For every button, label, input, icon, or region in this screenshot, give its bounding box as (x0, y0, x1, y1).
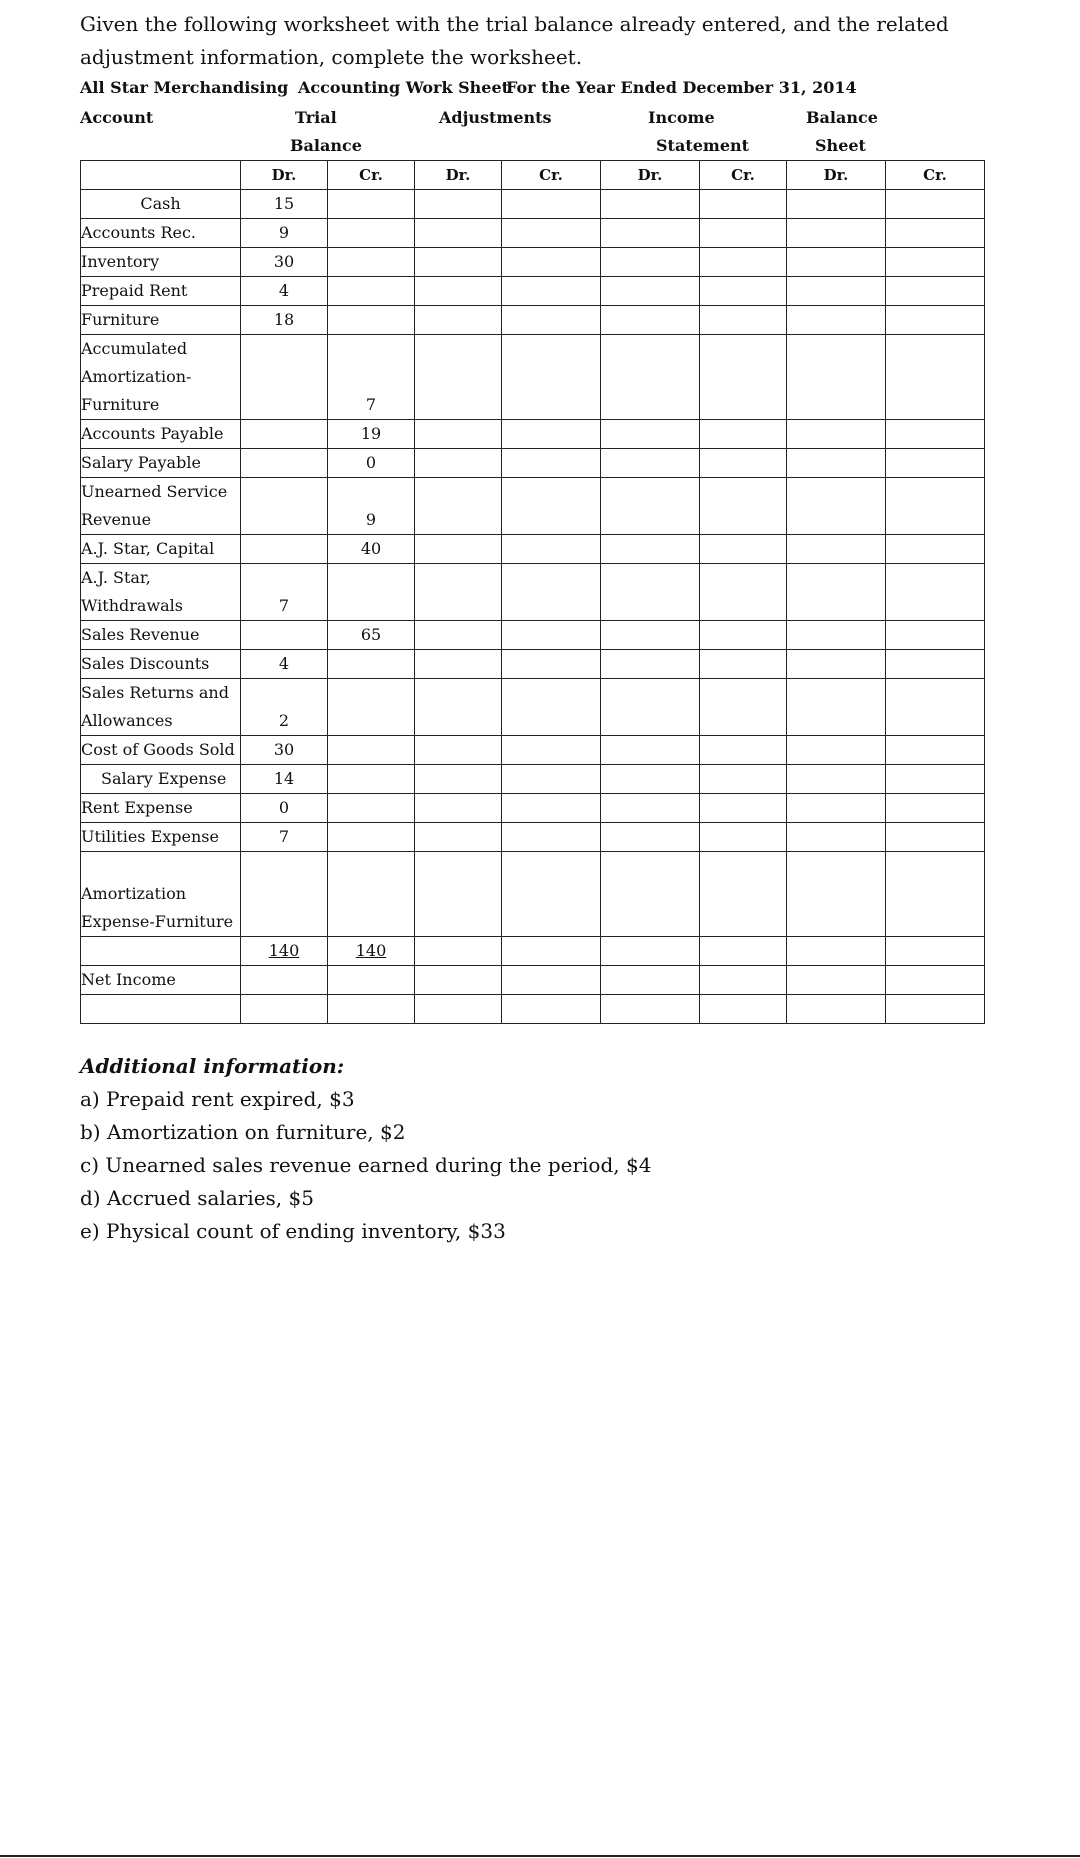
income-statement-dr (601, 765, 700, 794)
empty-cell (415, 995, 502, 1024)
trial-balance-cr: 9 (328, 478, 415, 535)
balance-sheet-dr (787, 765, 886, 794)
balance-sheet-cr (886, 937, 985, 966)
trial-balance-dr: 0 (241, 794, 328, 823)
additional-title: Additional information: (80, 1054, 345, 1078)
balance-sheet-dr (787, 564, 886, 621)
income-statement-cr (700, 219, 787, 248)
empty-cell (886, 995, 985, 1024)
trial-balance-cr (328, 852, 415, 937)
empty-cell (700, 995, 787, 1024)
income-statement-cr (700, 535, 787, 564)
income-statement-cr (700, 335, 787, 420)
total-cr: 140 (328, 937, 415, 966)
adjustments-cr (502, 765, 601, 794)
balance-sheet-dr (787, 937, 886, 966)
totals-label (81, 937, 241, 966)
trial-balance-dr (241, 420, 328, 449)
income-statement-dr (601, 449, 700, 478)
trial-balance-cr (328, 765, 415, 794)
balance-sheet-dr (787, 449, 886, 478)
account-name: Cost of Goods Sold (81, 736, 241, 765)
col-adj-dr: Dr. (415, 161, 502, 190)
additional-item: e) Physical count of ending inventory, $33 (80, 1219, 506, 1243)
trial-balance-cr (328, 219, 415, 248)
trial-balance-dr: 4 (241, 277, 328, 306)
table-row (81, 621, 985, 650)
income-statement-cr (700, 794, 787, 823)
account-name: A.J. Star, Capital (81, 535, 241, 564)
adjustments-cr (502, 420, 601, 449)
trial-balance-cr (328, 794, 415, 823)
adjustments-cr (502, 736, 601, 765)
trial-balance-cr (328, 650, 415, 679)
empty-cell (700, 966, 787, 995)
income-statement-dr (601, 650, 700, 679)
period-label: For the Year Ended December 31, 2014 (506, 78, 857, 97)
trial-balance-cr: 65 (328, 621, 415, 650)
adjustments-cr (502, 248, 601, 277)
company-name: All Star Merchandising (80, 78, 289, 97)
income-statement-cr (700, 478, 787, 535)
income-statement-cr (700, 420, 787, 449)
adjustments-dr (415, 621, 502, 650)
balance-sheet-dr (787, 478, 886, 535)
table-row (81, 679, 985, 736)
trial-balance-dr (241, 478, 328, 535)
trial-header-2: Balance (290, 136, 362, 155)
balance-sheet-cr (886, 564, 985, 621)
trial-balance-cr: 40 (328, 535, 415, 564)
account-name: Unearned Service Revenue (81, 478, 241, 535)
trial-balance-cr (328, 679, 415, 736)
income-statement-cr (700, 564, 787, 621)
adjustments-dr (415, 852, 502, 937)
trial-balance-cr: 7 (328, 335, 415, 420)
adjustments-dr (415, 248, 502, 277)
adjustments-dr (415, 679, 502, 736)
adjustments-cr (502, 219, 601, 248)
account-name: Sales Returns and Allowances (81, 679, 241, 736)
adjustments-cr (502, 621, 601, 650)
balance-sheet-cr (886, 219, 985, 248)
balance-sheet-dr (787, 190, 886, 219)
empty-cell (502, 995, 601, 1024)
income-statement-cr (700, 823, 787, 852)
trial-balance-cr: 19 (328, 420, 415, 449)
table-row (81, 823, 985, 852)
empty-cell (241, 966, 328, 995)
col-adj-cr: Cr. (502, 161, 601, 190)
account-name: Furniture (81, 306, 241, 335)
adjustments-cr (502, 306, 601, 335)
trial-balance-dr (241, 449, 328, 478)
adjustments-dr (415, 219, 502, 248)
adjustments-dr (415, 478, 502, 535)
account-name: Accumulated Amortization-Furniture (81, 335, 241, 420)
adjustments-dr (415, 335, 502, 420)
table-row (81, 277, 985, 306)
adjustments-cr (502, 564, 601, 621)
account-name: Salary Expense (81, 765, 241, 794)
table-row (81, 564, 985, 621)
table-row (81, 219, 985, 248)
sheet-title: Accounting Work Sheet (298, 78, 510, 97)
account-name: Accounts Payable (81, 420, 241, 449)
income-statement-dr (601, 335, 700, 420)
empty-cell (787, 995, 886, 1024)
empty-cell (328, 966, 415, 995)
col-is-cr: Cr. (700, 161, 787, 190)
trial-balance-cr (328, 306, 415, 335)
trial-balance-dr: 4 (241, 650, 328, 679)
table-row (81, 765, 985, 794)
adjustments-cr (502, 650, 601, 679)
income-statement-dr (601, 564, 700, 621)
adjustments-cr (502, 277, 601, 306)
intro-text: Given the following worksheet with the trial balance already entered, and the related adjustment information, complete the worksheet. (80, 12, 949, 69)
trial-balance-cr (328, 190, 415, 219)
income-statement-dr (601, 535, 700, 564)
blank-row (81, 995, 985, 1024)
balance-sheet-cr (886, 420, 985, 449)
header-cell-blank (81, 161, 241, 190)
empty-cell (241, 995, 328, 1024)
income-statement-cr (700, 650, 787, 679)
account-name: Accounts Rec. (81, 219, 241, 248)
income-statement-cr (700, 937, 787, 966)
account-name: Salary Payable (81, 449, 241, 478)
income-statement-dr (601, 306, 700, 335)
trial-balance-dr (241, 535, 328, 564)
income-header-2: Statement (656, 136, 750, 155)
adjustments-dr (415, 420, 502, 449)
table-row (81, 794, 985, 823)
trial-balance-dr: 9 (241, 219, 328, 248)
account-name: Sales Revenue (81, 621, 241, 650)
trial-balance-cr: 0 (328, 449, 415, 478)
adjustments-dr (415, 535, 502, 564)
balance-sheet-dr (787, 219, 886, 248)
col-bs-cr: Cr. (886, 161, 985, 190)
net-income-row (81, 966, 985, 995)
income-statement-cr (700, 736, 787, 765)
balance-sheet-cr (886, 478, 985, 535)
trial-balance-cr (328, 248, 415, 277)
empty-cell (787, 966, 886, 995)
balance-sheet-dr (787, 852, 886, 937)
income-statement-cr (700, 306, 787, 335)
account-header: Account (80, 108, 154, 127)
balance-sheet-cr (886, 852, 985, 937)
trial-balance-cr (328, 736, 415, 765)
balance-sheet-cr (886, 248, 985, 277)
income-statement-dr (601, 937, 700, 966)
trial-balance-dr: 14 (241, 765, 328, 794)
empty-cell (502, 966, 601, 995)
adjustments-cr (502, 794, 601, 823)
adjustments-dr (415, 306, 502, 335)
account-name: Sales Discounts (81, 650, 241, 679)
total-dr: 140 (241, 937, 328, 966)
adjustments-cr (502, 335, 601, 420)
adjustments-header: Adjustments (439, 108, 552, 127)
adjustments-dr (415, 564, 502, 621)
account-name: Prepaid Rent (81, 277, 241, 306)
income-statement-dr (601, 478, 700, 535)
adjustments-dr (415, 650, 502, 679)
balance-sheet-dr (787, 736, 886, 765)
account-name: Cash (81, 190, 241, 219)
adjustments-dr (415, 765, 502, 794)
table-row (81, 248, 985, 277)
balance-sheet-cr (886, 449, 985, 478)
table-row (81, 650, 985, 679)
income-statement-cr (700, 248, 787, 277)
income-statement-dr (601, 219, 700, 248)
empty-cell (601, 995, 700, 1024)
totals-row (81, 937, 985, 966)
income-statement-dr (601, 736, 700, 765)
col-tb-cr: Cr. (328, 161, 415, 190)
empty-cell (328, 995, 415, 1024)
trial-balance-dr: 2 (241, 679, 328, 736)
income-statement-cr (700, 190, 787, 219)
income-statement-dr (601, 190, 700, 219)
income-statement-cr (700, 852, 787, 937)
additional-item: a) Prepaid rent expired, $3 (80, 1087, 355, 1111)
column-header-row (81, 161, 985, 190)
income-statement-cr (700, 621, 787, 650)
trial-header-1: Trial (295, 108, 337, 127)
balance-sheet-dr (787, 420, 886, 449)
account-name: Amortization Expense-Furniture (81, 852, 241, 937)
empty-cell (415, 966, 502, 995)
table-row (81, 420, 985, 449)
empty-cell (81, 995, 241, 1024)
page-bottom-rule (0, 1855, 1080, 1857)
balance-sheet-cr (886, 277, 985, 306)
income-statement-dr (601, 420, 700, 449)
adjustments-dr (415, 736, 502, 765)
balance-sheet-cr (886, 823, 985, 852)
account-name: Utilities Expense (81, 823, 241, 852)
account-name: Inventory (81, 248, 241, 277)
adjustments-dr (415, 277, 502, 306)
income-statement-cr (700, 277, 787, 306)
table-row (81, 478, 985, 535)
table-row (81, 190, 985, 219)
trial-balance-dr (241, 335, 328, 420)
income-statement-dr (601, 621, 700, 650)
income-statement-dr (601, 794, 700, 823)
adjustments-cr (502, 190, 601, 219)
balance-sheet-cr (886, 190, 985, 219)
adjustments-dr (415, 823, 502, 852)
trial-balance-cr (328, 564, 415, 621)
account-name: Rent Expense (81, 794, 241, 823)
table-row (81, 852, 985, 937)
additional-item: d) Accrued salaries, $5 (80, 1186, 314, 1210)
empty-cell (601, 966, 700, 995)
balance-sheet-cr (886, 535, 985, 564)
col-bs-dr: Dr. (787, 161, 886, 190)
adjustments-cr (502, 852, 601, 937)
balance-sheet-dr (787, 621, 886, 650)
adjustments-dr (415, 794, 502, 823)
net-income-label: Net Income (81, 966, 241, 995)
balance-sheet-dr (787, 535, 886, 564)
balance-sheet-dr (787, 823, 886, 852)
trial-balance-dr (241, 852, 328, 937)
table-row (81, 335, 985, 420)
table-row (81, 736, 985, 765)
additional-information (80, 1050, 651, 1248)
balance-sheet-cr (886, 306, 985, 335)
table-row (81, 306, 985, 335)
adjustments-dr (415, 449, 502, 478)
income-statement-dr (601, 248, 700, 277)
balance-sheet-dr (787, 306, 886, 335)
trial-balance-dr: 18 (241, 306, 328, 335)
adjustments-cr (502, 679, 601, 736)
balance-sheet-cr (886, 335, 985, 420)
adjustments-dr (415, 190, 502, 219)
additional-item: b) Amortization on furniture, $2 (80, 1120, 406, 1144)
trial-balance-dr: 30 (241, 248, 328, 277)
trial-balance-cr (328, 823, 415, 852)
adjustments-cr (502, 449, 601, 478)
balance-header-1: Balance (806, 108, 878, 127)
income-statement-cr (700, 679, 787, 736)
balance-sheet-dr (787, 248, 886, 277)
trial-balance-dr: 30 (241, 736, 328, 765)
balance-sheet-cr (886, 621, 985, 650)
trial-balance-dr: 7 (241, 564, 328, 621)
col-tb-dr: Dr. (241, 161, 328, 190)
balance-sheet-cr (886, 650, 985, 679)
trial-balance-dr: 15 (241, 190, 328, 219)
trial-balance-cr (328, 277, 415, 306)
trial-balance-dr (241, 621, 328, 650)
balance-header-2: Sheet (815, 136, 866, 155)
income-statement-cr (700, 449, 787, 478)
balance-sheet-dr (787, 650, 886, 679)
balance-sheet-dr (787, 794, 886, 823)
worksheet-table (80, 160, 985, 1024)
income-statement-dr (601, 852, 700, 937)
table-row (81, 449, 985, 478)
balance-sheet-dr (787, 335, 886, 420)
adjustments-cr (502, 535, 601, 564)
empty-cell (886, 966, 985, 995)
income-statement-dr (601, 679, 700, 736)
adjustments-cr (502, 823, 601, 852)
col-is-dr: Dr. (601, 161, 700, 190)
account-name: A.J. Star, Withdrawals (81, 564, 241, 621)
adjustments-dr (415, 937, 502, 966)
balance-sheet-cr (886, 736, 985, 765)
trial-balance-dr: 7 (241, 823, 328, 852)
income-statement-cr (700, 765, 787, 794)
income-header-1: Income (648, 108, 715, 127)
balance-sheet-cr (886, 765, 985, 794)
balance-sheet-cr (886, 794, 985, 823)
adjustments-cr (502, 478, 601, 535)
income-statement-dr (601, 823, 700, 852)
additional-item: c) Unearned sales revenue earned during the period, $4 (80, 1153, 652, 1177)
table-row (81, 535, 985, 564)
adjustments-cr (502, 937, 601, 966)
income-statement-dr (601, 277, 700, 306)
balance-sheet-cr (886, 679, 985, 736)
balance-sheet-dr (787, 679, 886, 736)
balance-sheet-dr (787, 277, 886, 306)
